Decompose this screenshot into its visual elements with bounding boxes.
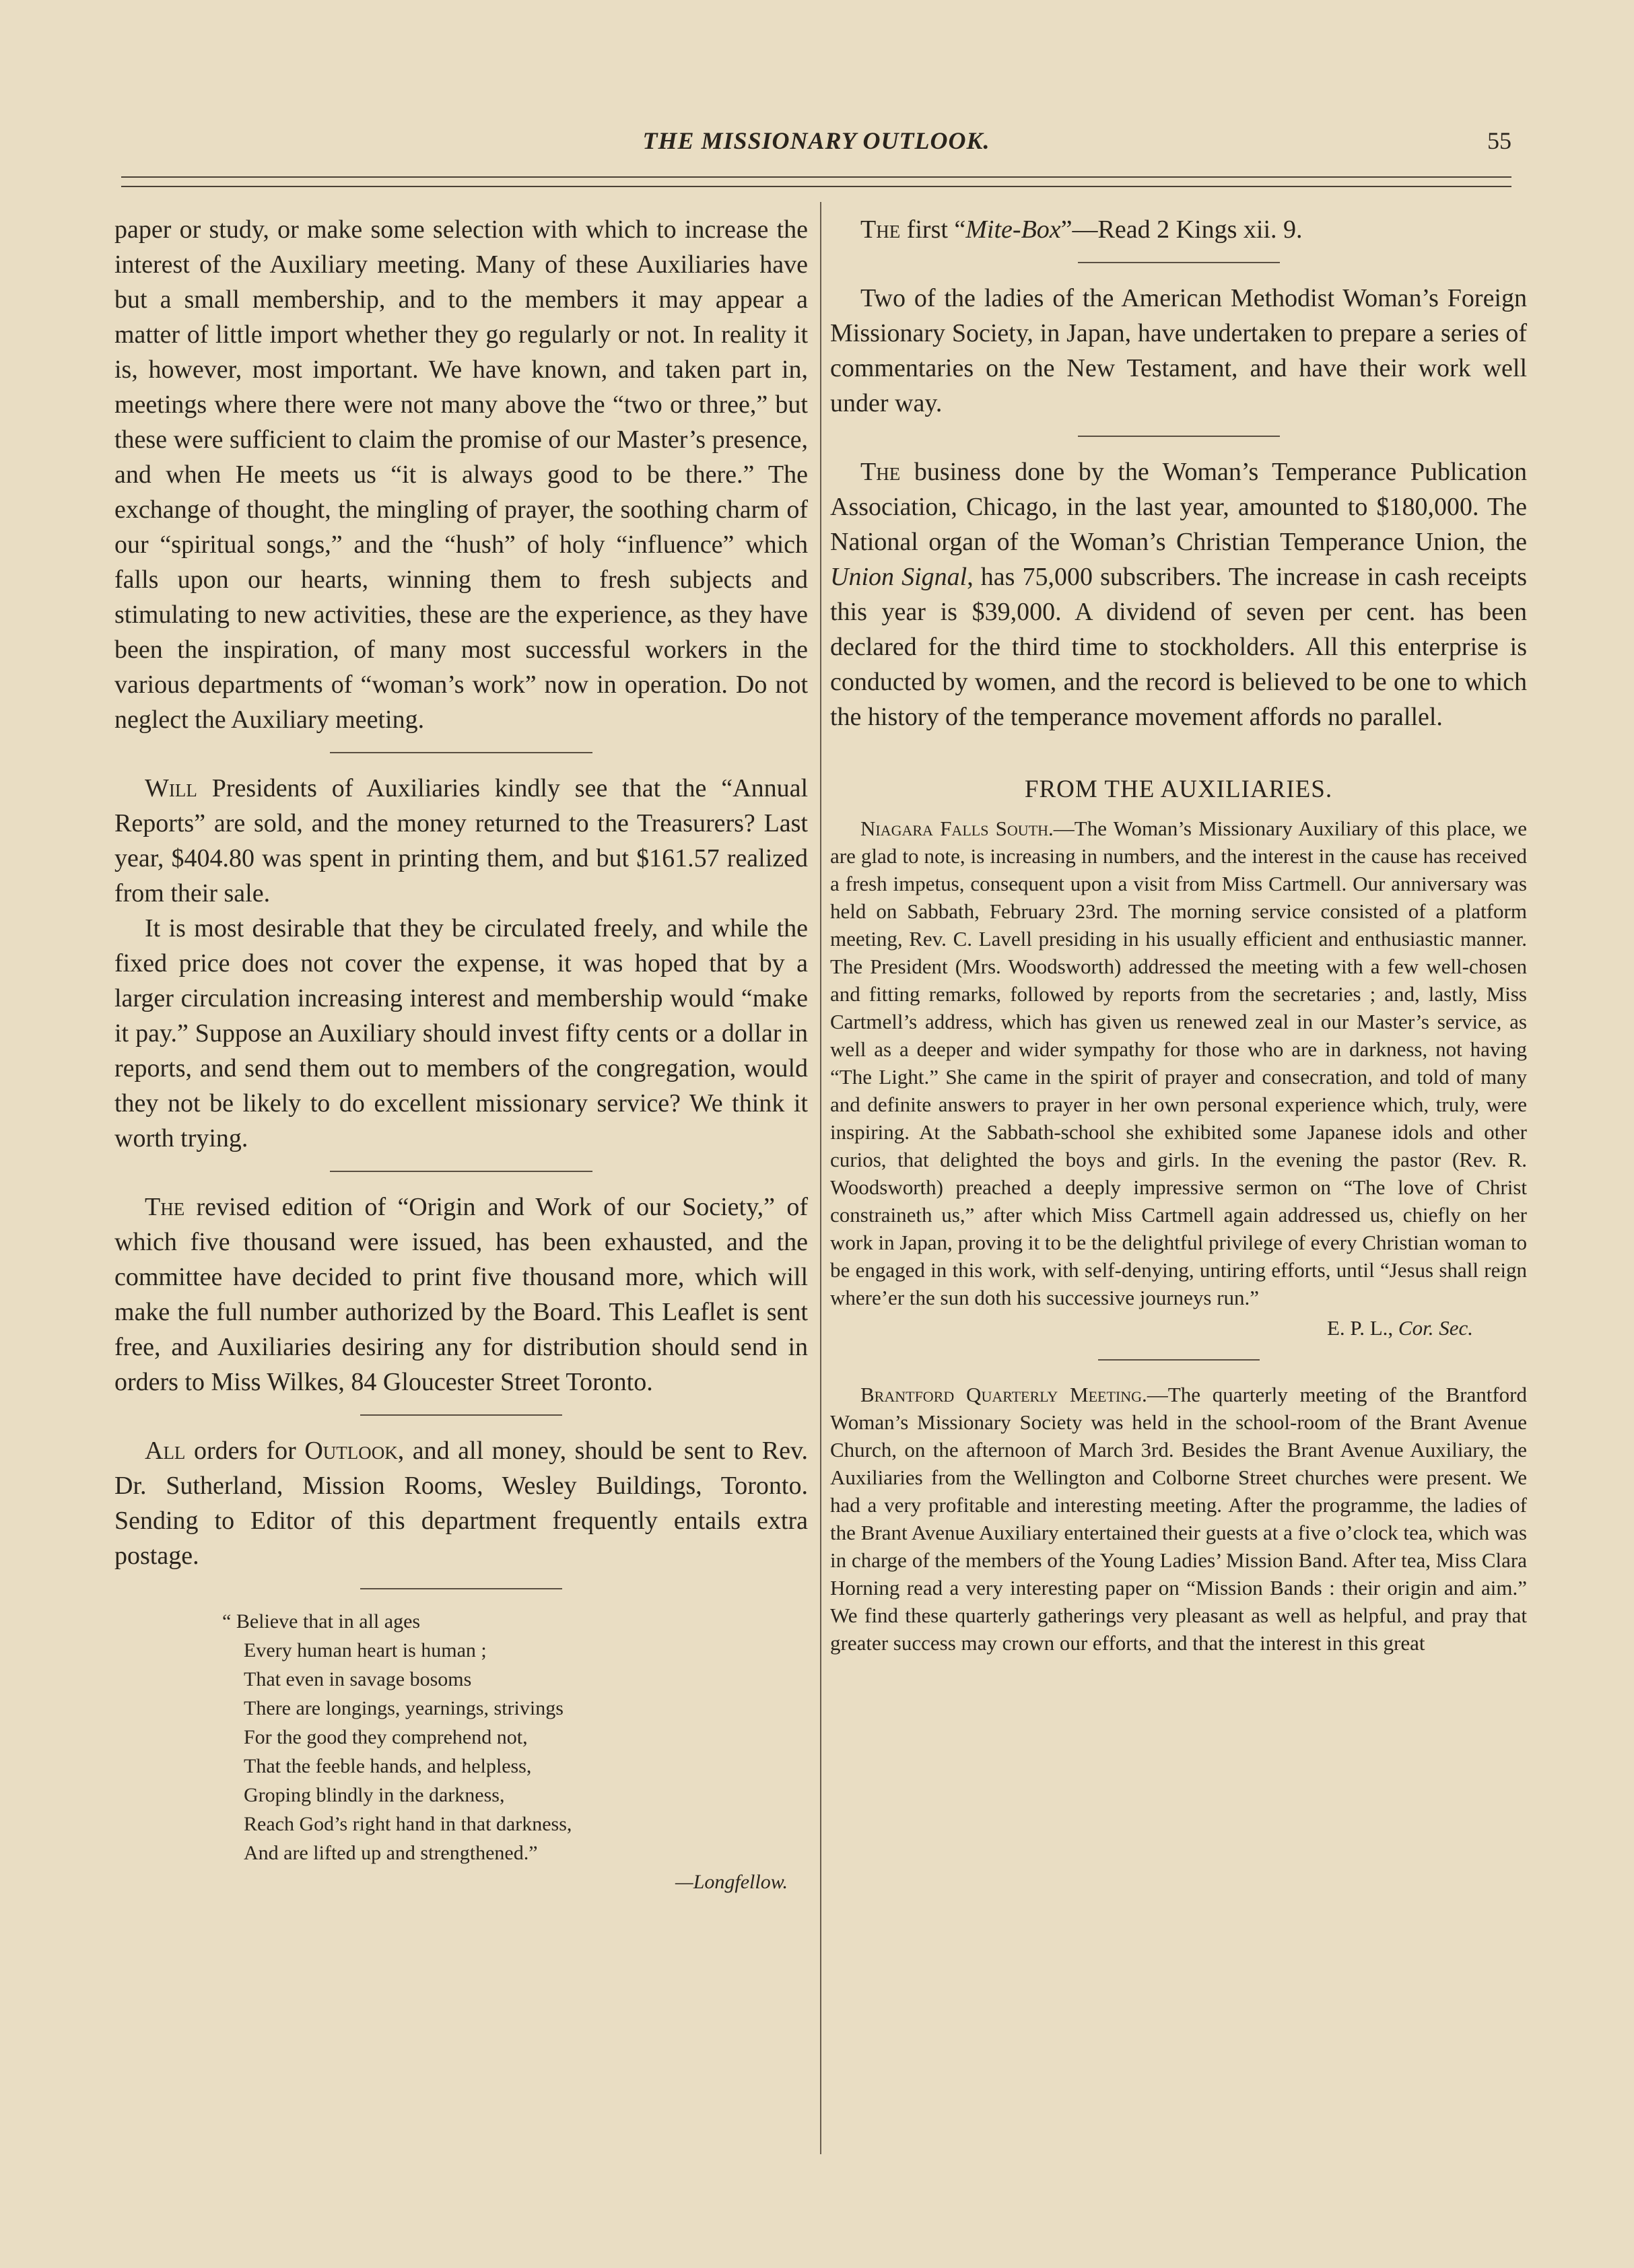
poem-line: For the good they comprehend not, (244, 1726, 528, 1748)
paragraph-commentaries: Two of the ladies of the American Methodist Woman’s Foreign Missionary Society, in Japan, have undertaken to prepare a series of commentaries on the New Testament, and have their work well under way. (830, 284, 1527, 417)
lead-word: All (145, 1437, 186, 1465)
poem-line: “ Believe that in all ages (222, 1610, 421, 1633)
poem-line: Reach God’s right hand in that darkness, (244, 1813, 572, 1835)
report-signature: E. P. L., Cor. Sec. (1326, 1316, 1473, 1340)
page-number: 55 (1487, 127, 1511, 154)
column-divider (820, 202, 821, 2154)
separator (1098, 1359, 1260, 1361)
lead-word: Will (145, 774, 197, 802)
separator (330, 1171, 592, 1172)
left-column (114, 212, 808, 1896)
poem-line: There are longings, yearnings, strivings (244, 1697, 564, 1719)
poem-line: That even in savage bosoms (244, 1668, 472, 1690)
separator (360, 1414, 562, 1416)
paragraph-mite-box: The first “Mite-Box”—Read 2 Kings xii. 9. (860, 215, 1303, 244)
right-column (830, 212, 1527, 1657)
running-header (121, 127, 1511, 160)
journal-title: THE MISSIONARY OUTLOOK. (642, 127, 990, 154)
report-niagara-falls: Niagara Falls South.—The Woman’s Missionary Auxiliary of this place, we are glad to note, is increasing in numbers, and the interest in the cause has received a fresh impetus, consequent upon a visit from Miss Cartmell. Our anniversary was held on Sabbath, February 23rd. The morning service consisted of a platform meeting, Rev. C. Lavell presiding in his usually efficient and enthusiastic manner. The President (Mrs. Woodsworth) addressed the meeting with a few well-chosen and fitting remarks, followed by reports from the secretaries ; and, lastly, Miss Cartmell’s address, which has given us renewed zeal in our Master’s service, as well as a deeper and wider sympathy for those who are in darkness, not having “The Light.” She came in the spirit of prayer and consecration, and told of many and definite answers to prayer in her own personal experience which, truly, were inspiring. At the Sabbath-school she exhibited some Japanese idols and other curios, that delighted the boys and girls. In the evening the pastor (Rev. R. Woodsworth) preached a deeply impressive sermon on “The love of Christ constraineth us,” after which Miss Cartmell again addressed us, chiefly on her work in Japan, proving it to be the delightful privilege of every Christian woman to be engaged in this work, with self-denying, untiring efforts, until “Jesus shall reign where’er the sun doth his successive journeys run.” (830, 817, 1527, 1309)
report-lead: Brantford Quarterly Meeting. (860, 1383, 1147, 1406)
paragraph-revised-edition: The revised edition of “Origin and Work of our Society,” of which five thousand were issued, has been exhausted, and the committee have decided to print five thousand more, which will make the full number authorized by the Board. This Leaflet is sent free, and Auxiliaries desiring any for distribution should send in orders to Miss Wilkes, 84 Gloucester Street Toronto. (114, 1193, 808, 1396)
poem-line: Groping blindly in the darkness, (244, 1784, 505, 1806)
poem-line: That the feeble hands, and helpless, (244, 1755, 532, 1777)
poem-attribution: —Longfellow. (675, 1871, 788, 1893)
poem-line: And are lifted up and strengthened.” (244, 1842, 538, 1864)
lead-word: The (860, 215, 901, 244)
paragraph-orders: All orders for Outlook, and all money, should be sent to Rev. Dr. Sutherland, Mission Rooms, Wesley Buildings, Toronto. Sending to Editor of this department frequently entails extra postage. (114, 1437, 809, 1570)
paragraph-temperance: The business done by the Woman’s Temperance Publication Association, Chicago, in the last year, amounted to $180,000. The National organ of the Woman’s Christian Temperance Union, the Union Signal, has 75,000 subscribers. The increase in cash receipts this year is $39,000. A dividend of seven per cent. has been declared for the third time to stockholders. All this enterprise is conducted by women, and the record is believed to be one to which the history of the temperance movement affords no parallel. (830, 458, 1527, 731)
separator (330, 752, 592, 753)
lead-word: The (145, 1193, 185, 1221)
paragraph-circulation: It is most desirable that they be circulated freely, and while the fixed price does not cover the expense, it was hoped that by a larger circulation increasing interest and membership would “make it pay.” Suppose an Auxiliary should invest fifty cents or a dollar in reports, and send them out to members of the congregation, would they not be likely to do excellent missionary service? We think it worth trying. (114, 914, 808, 1153)
section-heading: FROM THE AUXILIARIES. (1024, 776, 1333, 803)
header-rule-bottom (121, 186, 1511, 187)
header-rule-top (121, 176, 1511, 178)
poem-line: Every human heart is human ; (244, 1639, 487, 1661)
report-lead: Niagara Falls South. (860, 817, 1054, 840)
separator (1078, 436, 1280, 437)
report-brantford: Brantford Quarterly Meeting.—The quarterly meeting of the Brantford Woman’s Missionary Society was held in the school-room of the Brant Avenue Church, on the afternoon of March 3rd. Besides the Brant Avenue Auxiliary, the Auxiliaries from the Wellington and Colborne Street churches were present. We had a very profitable and interesting meeting. After the programme, the ladies of the Brant Avenue Auxiliary entertained their guests at a five o’clock tea, which was in charge of the members of the Young Ladies’ Mission Band. After tea, Miss Clara Horning read a very interesting paper on “Mission Bands : their origin and aim.” We find these quarterly gatherings very pleasant as well as helpful, and pray that greater success may crown our efforts, and that the interest in this great (830, 1383, 1527, 1655)
separator (1078, 262, 1280, 263)
separator (360, 1588, 562, 1589)
poem-quote (222, 1607, 808, 1896)
lead-word: The (860, 458, 901, 486)
paragraph-auxiliary-meeting: paper or study, or make some selection with which to increase the interest of the Auxiliary meeting. Many of these Auxiliaries have but a small membership, and to the members it may appear a matter of little import whether they go regularly or not. In reality it is, however, most important. We have known, and taken part in, meetings where there were not many above the “two or three,” but these were sufficient to claim the promise of our Master’s presence, and when He meets us “it is always good to be there.” The exchange of thought, the mingling of prayer, the soothing charm of our “spiritual songs,” and the “hush” of holy “influence” which falls upon our hearts, winning them to fresh subjects and stimulating to new activities, these are the experience, as they have been the inspiration, of many most successful workers in the various departments of “woman’s work” now in operation. Do not neglect the Auxiliary meeting. (114, 215, 808, 734)
paragraph-annual-reports: Will Presidents of Auxiliaries kindly see that the “Annual Reports” are sold, and the money returned to the Treasurers? Last year, $404.80 was spent in printing them, and but $161.57 realized from their sale. (114, 774, 808, 907)
